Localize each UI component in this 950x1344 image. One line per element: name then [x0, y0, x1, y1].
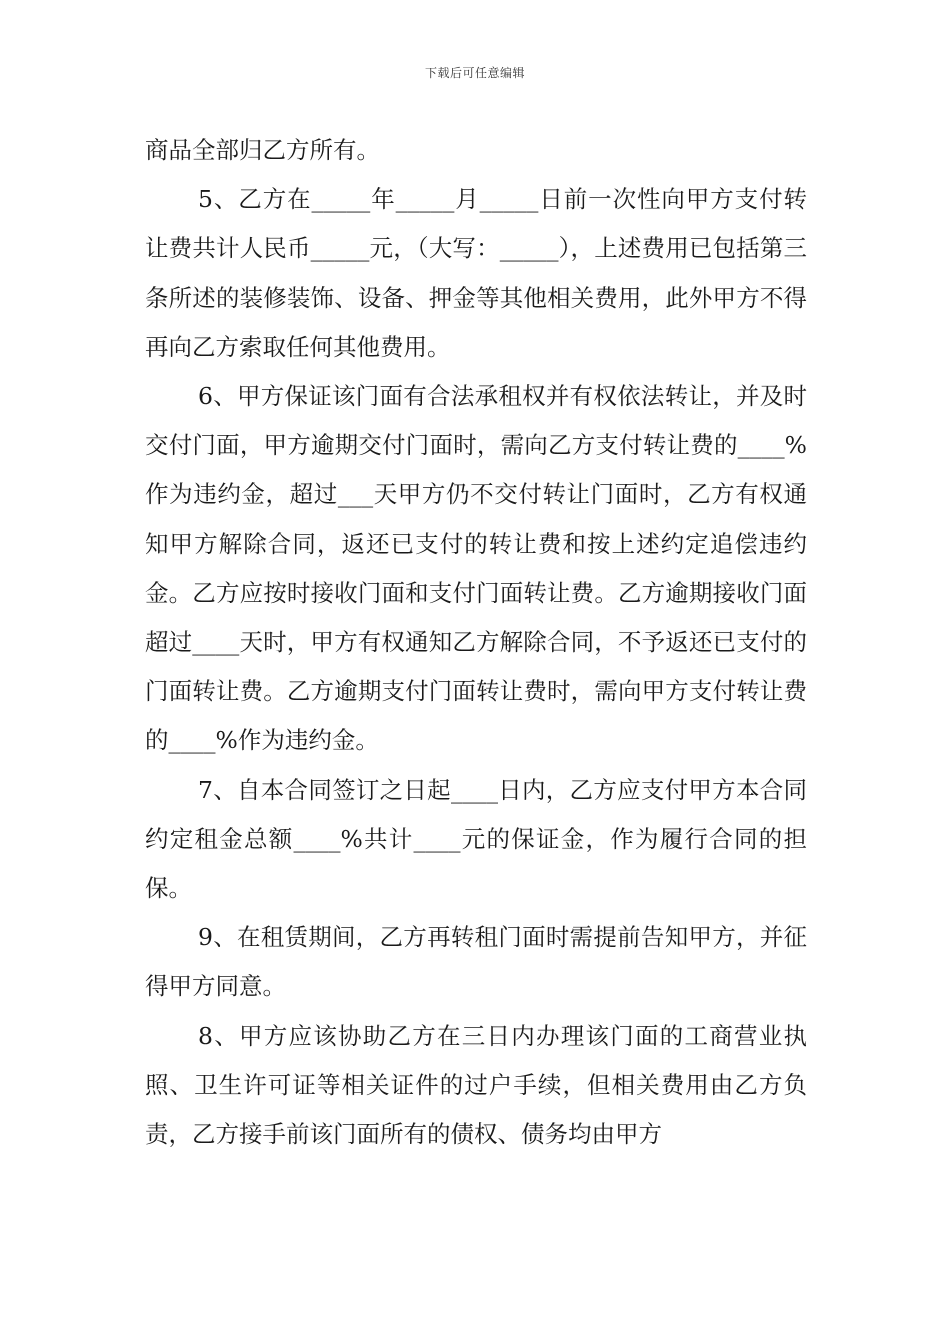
document-body — [145, 126, 807, 1159]
paragraph-clause-7: 7、自本合同签订之日起____日内，乙方应支付甲方本合同约定租金总额____%共计____元的保证金，作为履行合同的担保。 — [145, 775, 807, 903]
paragraph-clause-6: 6、甲方保证该门面有合法承租权并有权依法转让，并及时交付门面，甲方逾期交付门面时，需向乙方支付转让费的____%作为违约金，超过___天甲方仍不交付转让门面时，乙方有权通知甲方解除合同，返还已支付的转让费和按上述约定追偿违约金。乙方应按时接收门面和支付门面转让费。乙方逾期接收门面超过____天时，甲方有权通知乙方解除合同，不予返还已支付的门面转让费。乙方逾期支付门面转让费时，需向甲方支付转让费的____%作为违约金。 — [145, 382, 807, 755]
paragraph-clause-5: 5、乙方在_____年_____月_____日前一次性向甲方支付转让费共计人民币_____元，（大写：_____），上述费用已包括第三条所述的装修装饰、设备、押金等其他相关费用，此外甲方不得再向乙方索取任何其他费用。 — [145, 185, 807, 361]
paragraph-continuation: 商品全部归乙方所有。 — [145, 136, 380, 164]
page-header-note: 下载后可任意编辑 — [424, 66, 525, 80]
paragraph-clause-8: 8、甲方应该协助乙方在三日内办理该门面的工商营业执照、卫生许可证等相关证件的过户手续，但相关费用由乙方负责，乙方接手前该门面所有的债权、债务均由甲方 — [145, 1021, 807, 1149]
paragraph-clause-9: 9、在租赁期间，乙方再转租门面时需提前告知甲方，并征得甲方同意。 — [145, 923, 807, 1001]
